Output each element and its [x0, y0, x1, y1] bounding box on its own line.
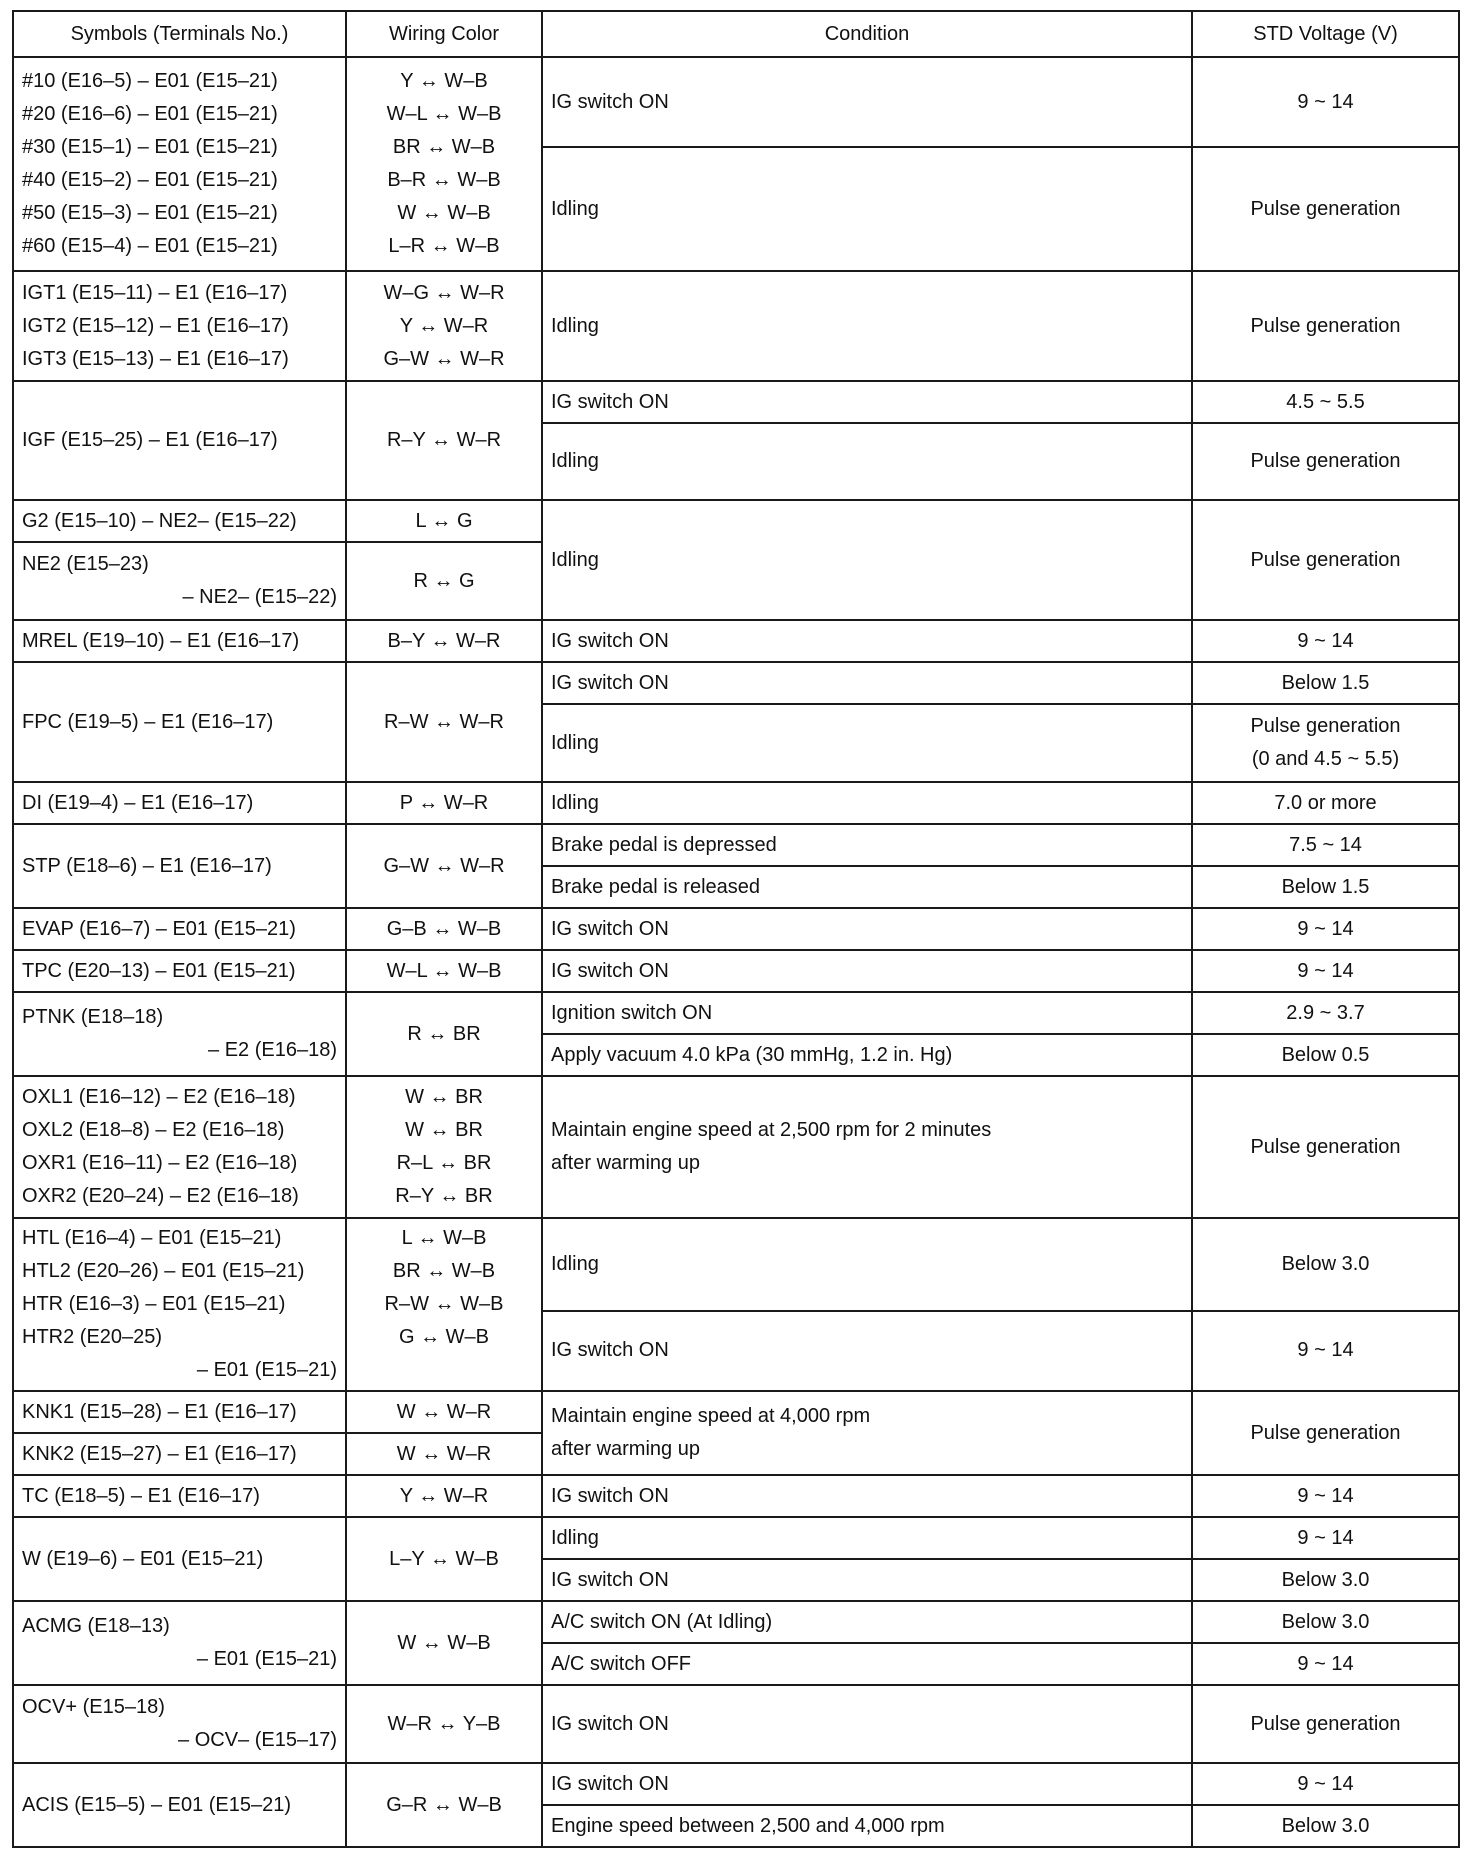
- header-symbols: Symbols (Terminals No.): [13, 11, 346, 57]
- injector-symbols-cell: [13, 57, 346, 271]
- table-row: [13, 908, 1459, 950]
- symbol-line: IGT3 (E15–13) – E1 (E16–17): [22, 347, 289, 370]
- symbol-line: HTL (E16–4) – E01 (E15–21): [22, 1227, 282, 1249]
- wiring-cell: R–W ↔ W–R: [346, 662, 542, 782]
- table-row: [13, 782, 1459, 824]
- condition-cell: IG switch ON: [542, 381, 1192, 423]
- wiring-line: W–G ↔ W–R: [383, 281, 505, 304]
- table-row: [13, 57, 1459, 147]
- igt-symbols-cell: [13, 271, 346, 381]
- wiring-cell: Y ↔ W–R: [346, 1475, 542, 1517]
- condition-cell: A/C switch ON (At Idling): [542, 1601, 1192, 1643]
- symbol-line: #20 (E16–6) – E01 (E15–21): [22, 103, 278, 125]
- condition-line: Maintain engine speed at 4,000 rpm: [551, 1405, 871, 1427]
- wiring-line: W ↔ W–B: [397, 202, 491, 224]
- voltage-cell: 9 ~ 14: [1192, 950, 1459, 992]
- voltage-cell: Pulse generation: [1192, 147, 1459, 271]
- voltage-cell: 9 ~ 14: [1192, 1311, 1459, 1391]
- table-row: [13, 1763, 1459, 1805]
- symbol-line: #50 (E15–3) – E01 (E15–21): [22, 202, 278, 224]
- condition-cell: Brake pedal is released: [542, 866, 1192, 908]
- voltage-line: (0 and 4.5 ~ 5.5): [1251, 748, 1400, 770]
- symbol-line: PTNK (E18–18): [22, 1006, 164, 1028]
- wiring-line: R–L ↔ BR: [396, 1152, 492, 1174]
- ecu-terminal-voltage-table: [12, 10, 1460, 1848]
- voltage-cell: Pulse generation: [1192, 1391, 1459, 1475]
- condition-cell: IG switch ON: [542, 1685, 1192, 1763]
- voltage-cell: Below 3.0: [1192, 1218, 1459, 1311]
- symbol-line: – E01 (E15–21): [196, 1648, 337, 1670]
- table-row: [13, 950, 1459, 992]
- table-row: [13, 1391, 1459, 1433]
- voltage-cell: 7.0 or more: [1192, 782, 1459, 824]
- table-row: [13, 620, 1459, 662]
- wiring-cell: W ↔ W–R: [346, 1433, 542, 1475]
- wiring-cell: P ↔ W–R: [346, 782, 542, 824]
- condition-cell: Brake pedal is depressed: [542, 824, 1192, 866]
- oxygen-wiring-cell: [346, 1076, 542, 1218]
- wiring-cell: W–L ↔ W–B: [346, 950, 542, 992]
- wiring-line: R–W ↔ W–B: [384, 1293, 504, 1315]
- symbol-cell: MREL (E19–10) – E1 (E16–17): [13, 620, 346, 662]
- oxygen-symbols-cell: [13, 1076, 346, 1218]
- wiring-line: L–R ↔ W–B: [388, 235, 500, 257]
- wiring-cell: W ↔ W–R: [346, 1391, 542, 1433]
- condition-cell: IG switch ON: [542, 1475, 1192, 1517]
- symbol-cell: KNK1 (E15–28) – E1 (E16–17): [13, 1391, 346, 1433]
- wiring-cell: R–Y ↔ W–R: [346, 381, 542, 500]
- wiring-line: R–Y ↔ BR: [395, 1185, 493, 1207]
- condition-cell: Idling: [542, 704, 1192, 782]
- table-row: [13, 992, 1459, 1034]
- voltage-cell: 2.9 ~ 3.7: [1192, 992, 1459, 1034]
- voltage-cell: 4.5 ~ 5.5: [1192, 381, 1459, 423]
- symbol-cell: G2 (E15–10) – NE2– (E15–22): [13, 500, 346, 542]
- voltage-cell: 9 ~ 14: [1192, 1517, 1459, 1559]
- wiring-line: Y ↔ W–R: [399, 314, 489, 337]
- ocv-symbol-cell: [13, 1685, 346, 1763]
- wiring-cell: L–Y ↔ W–B: [346, 1517, 542, 1601]
- ptnk-symbol-cell: [13, 992, 346, 1076]
- symbol-line: – E01 (E15–21): [196, 1359, 337, 1381]
- condition-line: Maintain engine speed at 2,500 rpm for 2 minutes: [551, 1119, 992, 1141]
- voltage-cell: Pulse generation: [1192, 423, 1459, 500]
- wiring-line: BR ↔ W–B: [392, 136, 496, 158]
- header-condition: Condition: [542, 11, 1192, 57]
- symbol-line: IGT2 (E15–12) – E1 (E16–17): [22, 314, 289, 337]
- wiring-cell: W ↔ W–B: [346, 1601, 542, 1685]
- symbol-line: #60 (E15–4) – E01 (E15–21): [22, 235, 278, 257]
- condition-cell: IG switch ON: [542, 662, 1192, 704]
- table-row: [13, 824, 1459, 866]
- symbol-cell: KNK2 (E15–27) – E1 (E16–17): [13, 1433, 346, 1475]
- condition-line: after warming up: [551, 1438, 700, 1460]
- condition-cell: IG switch ON: [542, 908, 1192, 950]
- wiring-cell: G–R ↔ W–B: [346, 1763, 542, 1847]
- table-row: [13, 662, 1459, 704]
- table-row: [13, 1685, 1459, 1763]
- voltage-cell: 9 ~ 14: [1192, 1643, 1459, 1685]
- voltage-cell: [1192, 704, 1459, 782]
- wiring-cell: B–Y ↔ W–R: [346, 620, 542, 662]
- voltage-cell: 9 ~ 14: [1192, 620, 1459, 662]
- table-row: [13, 1601, 1459, 1643]
- igt-wiring-cell: [346, 271, 542, 381]
- symbol-cell: FPC (E19–5) – E1 (E16–17): [13, 662, 346, 782]
- condition-cell: A/C switch OFF: [542, 1643, 1192, 1685]
- injector-wiring-cell: [346, 57, 542, 271]
- table-row: [13, 1076, 1459, 1218]
- symbol-line: ACMG (E18–13): [22, 1615, 170, 1637]
- table-row: [13, 500, 1459, 542]
- condition-cell: IG switch ON: [542, 57, 1192, 147]
- wiring-line: W–L ↔ W–B: [386, 103, 502, 125]
- header-wiring-color: Wiring Color: [346, 11, 542, 57]
- table-row: [13, 1517, 1459, 1559]
- condition-cell: Idling: [542, 147, 1192, 271]
- condition-cell: [542, 1076, 1192, 1218]
- symbol-cell: DI (E19–4) – E1 (E16–17): [13, 782, 346, 824]
- wiring-line: L ↔ W–B: [401, 1227, 487, 1249]
- voltage-cell: Below 3.0: [1192, 1601, 1459, 1643]
- symbol-line: – NE2– (E15–22): [182, 586, 337, 608]
- ne2-symbol-cell: [13, 542, 346, 620]
- voltage-cell: Pulse generation: [1192, 1076, 1459, 1218]
- symbol-line: #30 (E15–1) – E01 (E15–21): [22, 136, 278, 158]
- condition-cell: IG switch ON: [542, 1763, 1192, 1805]
- symbol-line: IGT1 (E15–11) – E1 (E16–17): [22, 281, 288, 304]
- voltage-cell: Pulse generation: [1192, 500, 1459, 620]
- header-row: [13, 11, 1459, 57]
- symbol-line: OCV+ (E15–18): [22, 1696, 165, 1718]
- wiring-line: G–W ↔ W–R: [383, 347, 505, 370]
- symbol-line: – E2 (E16–18): [208, 1039, 337, 1061]
- voltage-cell: 7.5 ~ 14: [1192, 824, 1459, 866]
- voltage-cell: 9 ~ 14: [1192, 908, 1459, 950]
- voltage-cell: Below 3.0: [1192, 1559, 1459, 1601]
- symbol-cell: IGF (E15–25) – E1 (E16–17): [13, 381, 346, 500]
- condition-cell: Idling: [542, 500, 1192, 620]
- wiring-cell: G–W ↔ W–R: [346, 824, 542, 908]
- symbol-cell: ACIS (E15–5) – E01 (E15–21): [13, 1763, 346, 1847]
- table-row: [13, 381, 1459, 423]
- wiring-cell: G–B ↔ W–B: [346, 908, 542, 950]
- symbol-line: #40 (E15–2) – E01 (E15–21): [22, 169, 278, 191]
- condition-line: after warming up: [551, 1152, 700, 1174]
- voltage-cell: Pulse generation: [1192, 271, 1459, 381]
- wiring-cell: L ↔ G: [346, 500, 542, 542]
- symbol-line: HTL2 (E20–26) – E01 (E15–21): [22, 1260, 305, 1282]
- wiring-line: Y ↔ W–B: [400, 70, 488, 92]
- condition-cell: IG switch ON: [542, 1559, 1192, 1601]
- symbol-line: HTR (E16–3) – E01 (E15–21): [22, 1293, 286, 1315]
- voltage-line: Pulse generation: [1250, 715, 1401, 737]
- symbol-line: HTR2 (E20–25): [22, 1326, 163, 1348]
- symbol-line: – OCV– (E15–17): [178, 1729, 337, 1751]
- voltage-cell: Pulse generation: [1192, 1685, 1459, 1763]
- condition-cell: IG switch ON: [542, 1311, 1192, 1391]
- wiring-cell: W–R ↔ Y–B: [346, 1685, 542, 1763]
- condition-cell: IG switch ON: [542, 950, 1192, 992]
- wiring-line: G ↔ W–B: [398, 1326, 489, 1348]
- wiring-line: B–R ↔ W–B: [387, 169, 501, 191]
- voltage-cell: Below 1.5: [1192, 662, 1459, 704]
- condition-cell: Idling: [542, 1517, 1192, 1559]
- symbol-cell: W (E19–6) – E01 (E15–21): [13, 1517, 346, 1601]
- symbol-cell: STP (E18–6) – E1 (E16–17): [13, 824, 346, 908]
- header-std-voltage: STD Voltage (V): [1192, 11, 1459, 57]
- wiring-line: W ↔ BR: [405, 1086, 483, 1108]
- condition-cell: Idling: [542, 782, 1192, 824]
- wiring-line: BR ↔ W–B: [392, 1260, 496, 1282]
- wiring-cell: R ↔ G: [346, 542, 542, 620]
- condition-cell: Idling: [542, 423, 1192, 500]
- condition-cell: [542, 1391, 1192, 1475]
- symbol-line: OXR1 (E16–11) – E2 (E16–18): [22, 1152, 298, 1174]
- condition-cell: Apply vacuum 4.0 kPa (30 mmHg, 1.2 in. Hg): [542, 1034, 1192, 1076]
- wiring-cell: R ↔ BR: [346, 992, 542, 1076]
- symbol-cell: TC (E18–5) – E1 (E16–17): [13, 1475, 346, 1517]
- condition-cell: Idling: [542, 1218, 1192, 1311]
- symbol-cell: TPC (E20–13) – E01 (E15–21): [13, 950, 346, 992]
- acmg-symbol-cell: [13, 1601, 346, 1685]
- wiring-line: W ↔ BR: [405, 1119, 483, 1141]
- voltage-cell: Below 3.0: [1192, 1805, 1459, 1847]
- symbol-line: NE2 (E15–23): [22, 553, 149, 575]
- table-row: [13, 1218, 1459, 1311]
- voltage-cell: 9 ~ 14: [1192, 1763, 1459, 1805]
- condition-cell: Ignition switch ON: [542, 992, 1192, 1034]
- symbol-line: OXL1 (E16–12) – E2 (E16–18): [22, 1086, 296, 1108]
- heater-symbols-cell: [13, 1218, 346, 1391]
- voltage-cell: Below 0.5: [1192, 1034, 1459, 1076]
- symbol-line: OXL2 (E18–8) – E2 (E16–18): [22, 1119, 285, 1141]
- symbol-cell: EVAP (E16–7) – E01 (E15–21): [13, 908, 346, 950]
- voltage-cell: 9 ~ 14: [1192, 57, 1459, 147]
- condition-cell: Engine speed between 2,500 and 4,000 rpm: [542, 1805, 1192, 1847]
- voltage-cell: Below 1.5: [1192, 866, 1459, 908]
- heater-wiring-cell: [346, 1218, 542, 1391]
- condition-cell: IG switch ON: [542, 620, 1192, 662]
- symbol-line: #10 (E16–5) – E01 (E15–21): [22, 70, 278, 92]
- table-row: [13, 1475, 1459, 1517]
- condition-cell: Idling: [542, 271, 1192, 381]
- symbol-line: OXR2 (E20–24) – E2 (E16–18): [22, 1185, 299, 1207]
- table-row: [13, 271, 1459, 381]
- voltage-cell: 9 ~ 14: [1192, 1475, 1459, 1517]
